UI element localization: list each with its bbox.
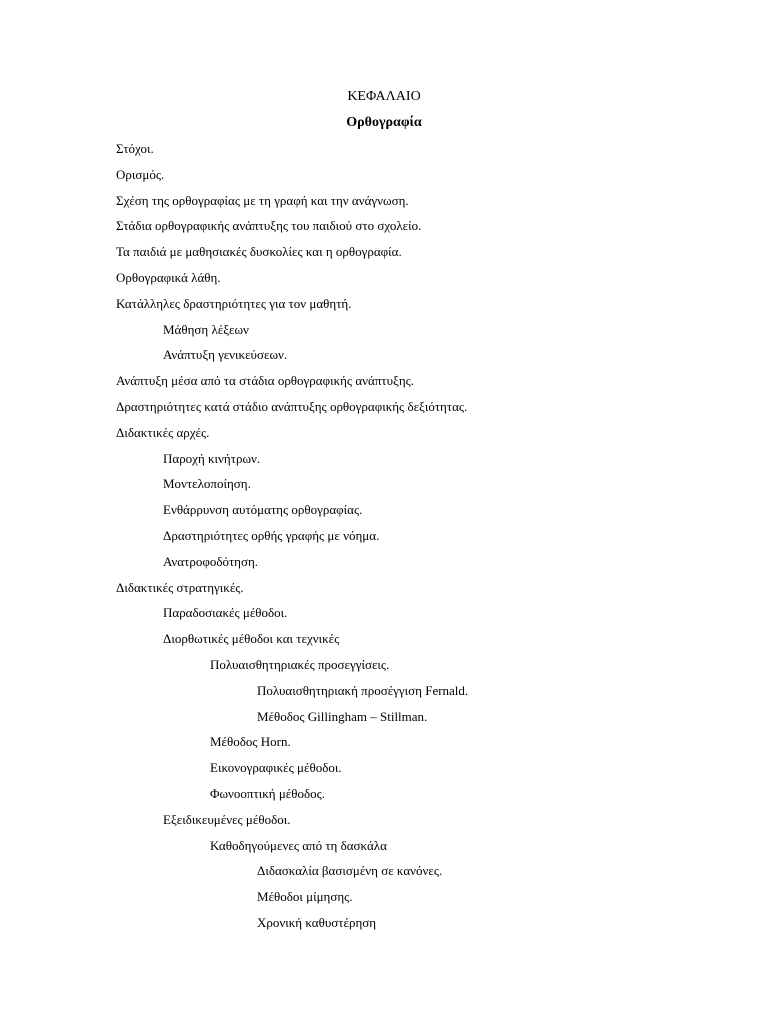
outline-item-level-3: Χρονική καθυστέρηση: [257, 914, 377, 930]
outline-item-level-0: Σχέση της ορθογραφίας με τη γραφή και την ανάγνωση.: [116, 192, 409, 208]
outline-item-level-0: Διδακτικές στρατηγικές.: [116, 579, 244, 595]
outline-item-level-2: Εικονογραφικές μέθοδοι.: [210, 760, 342, 776]
outline-item-level-1: Παραδοσιακές μέθοδοι.: [163, 605, 288, 621]
outline-item-level-0: Δραστηριότητες κατά στάδιο ανάπτυξης ορθογραφικής δεξιότητας.: [116, 398, 468, 414]
outline-item-level-1: Ενθάρρυνση αυτόματης ορθογραφίας.: [163, 502, 363, 518]
outline-item-level-1: Δραστηριότητες ορθής γραφής με νόημα.: [163, 527, 380, 543]
outline-item-level-2: Φωνοοπτική μέθοδος.: [210, 785, 326, 801]
outline-item-level-0: Ορθογραφικά λάθη.: [116, 269, 221, 285]
outline-item-level-2: Καθοδηγούμενες από τη δασκάλα: [210, 837, 387, 853]
outline-item-level-3: Πολυαισθητηριακή προσέγγιση Fernald.: [257, 682, 469, 698]
outline-item-level-3: Μέθοδος Gillingham – Stillman.: [257, 708, 428, 724]
outline-item-level-3: Διδασκαλία βασισμένη σε κανόνες.: [257, 863, 443, 879]
chapter-heading: ΚΕΦΑΛΑΙΟ: [347, 89, 421, 104]
outline-item-level-0: Ανάπτυξη μέσα από τα στάδια ορθογραφικής ανάπτυξης.: [116, 373, 415, 389]
outline-item-level-0: Κατάλληλες δραστηριότητες για τον μαθητή.: [116, 295, 352, 311]
outline-item-level-1: Παροχή κινήτρων.: [163, 450, 261, 466]
outline-item-level-1: Διορθωτικές μέθοδοι και τεχνικές: [163, 631, 340, 647]
outline-item-level-2: Πολυαισθητηριακές προσεγγίσεις.: [210, 656, 390, 672]
outline-item-level-1: Μοντελοποίηση.: [163, 476, 251, 492]
outline-item-level-1: Μάθηση λέξεων: [163, 321, 249, 337]
outline-item-level-3: Μέθοδοι μίμησης.: [257, 889, 353, 905]
contents-outline: [0, 140, 768, 940]
outline-item-level-2: Μέθοδος Horn.: [210, 734, 291, 750]
outline-item-level-1: Ανατροφοδότηση.: [163, 553, 259, 569]
outline-item-level-1: Ανάπτυξη γενικεύσεων.: [163, 347, 288, 363]
outline-item-level-0: Τα παιδιά με μαθησιακές δυσκολίες και η ορθογραφία.: [116, 244, 402, 260]
outline-item-level-0: Στόχοι.: [116, 141, 154, 156]
outline-item-level-0: Διδακτικές αρχές.: [116, 424, 210, 440]
chapter-subject-title: Ορθογραφία: [346, 115, 422, 130]
outline-item-level-1: Εξειδικευμένες μέθοδοι.: [163, 811, 291, 827]
outline-item-level-0: Ορισμός.: [116, 166, 165, 182]
outline-item-level-0: Στάδια ορθογραφικής ανάπτυξης του παιδιού στο σχολείο.: [116, 218, 422, 234]
